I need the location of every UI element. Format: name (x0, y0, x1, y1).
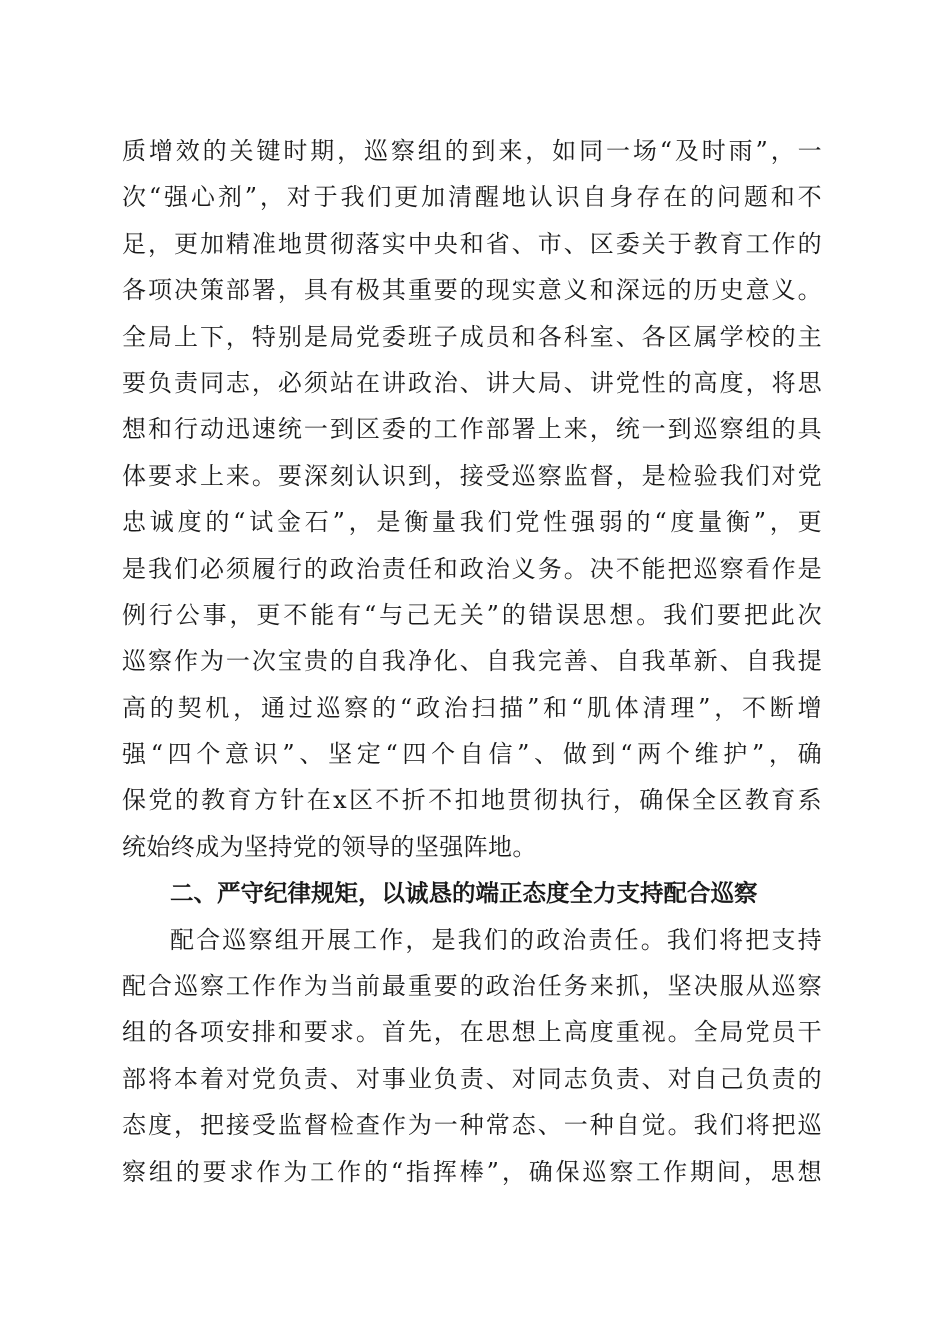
text-line: 配合巡察组开展工作，是我们的政治责任。我们将把支持 (170, 925, 822, 954)
text-line: 忠诚度的“试金石”，是衡量我们党性强弱的“度量衡”，更 (122, 508, 822, 537)
text-line: 想和行动迅速统一到区委的工作部署上来，统一到巡察组的具 (122, 415, 822, 444)
text-line: 足，更加精准地贯彻落实中央和省、市、区委关于教育工作的 (122, 229, 822, 258)
text-line: 态度，把接受监督检查作为一种常态、一种自觉。我们将把巡 (122, 1111, 822, 1140)
text-line: 保党的教育方针在x区不折不扣地贯彻执行，确保全区教育系 (122, 786, 822, 815)
section-heading: 二、严守纪律规矩，以诚恳的端正态度全力支持配合巡察 (170, 879, 758, 908)
text-line: 配合巡察工作作为当前最重要的政治任务来抓，坚决服从巡察 (122, 972, 822, 1001)
text-line: 统始终成为坚持党的领导的坚强阵地。 (122, 832, 537, 861)
text-line: 例行公事，更不能有“与己无关”的错误思想。我们要把此次 (122, 600, 822, 629)
text-line: 全局上下，特别是局党委班子成员和各科室、各区属学校的主 (122, 322, 822, 351)
text-line: 质增效的关键时期，巡察组的到来，如同一场“及时雨”，一 (122, 137, 822, 165)
text-line: 各项决策部署，具有极其重要的现实意义和深远的历史意义。 (122, 276, 822, 305)
text-line: 巡察作为一次宝贵的自我净化、自我完善、自我革新、自我提 (122, 647, 822, 676)
text-line: 体要求上来。要深刻认识到，接受巡察监督，是检验我们对党 (122, 461, 822, 490)
text-line: 强“四个意识”、坚定“四个自信”、做到“两个维护”，确 (122, 740, 822, 769)
text-line: 部将本着对党负责、对事业负责、对同志负责、对自己负责的 (122, 1064, 822, 1093)
text-line: 察组的要求作为工作的“指挥棒”，确保巡察工作期间，思想 (122, 1157, 822, 1186)
text-line: 高的契机，通过巡察的“政治扫描”和“肌体清理”，不断增 (122, 693, 822, 722)
text-line: 是我们必须履行的政治责任和政治义务。决不能把巡察看作是 (122, 554, 822, 583)
text-line: 组的各项安排和要求。首先，在思想上高度重视。全局党员干 (122, 1018, 822, 1047)
text-line: 要负责同志，必须站在讲政治、讲大局、讲党性的高度，将思 (122, 368, 822, 397)
text-line: 次“强心剂”，对于我们更加清醒地认识自身存在的问题和不 (122, 183, 822, 212)
document-body (122, 128, 822, 1195)
